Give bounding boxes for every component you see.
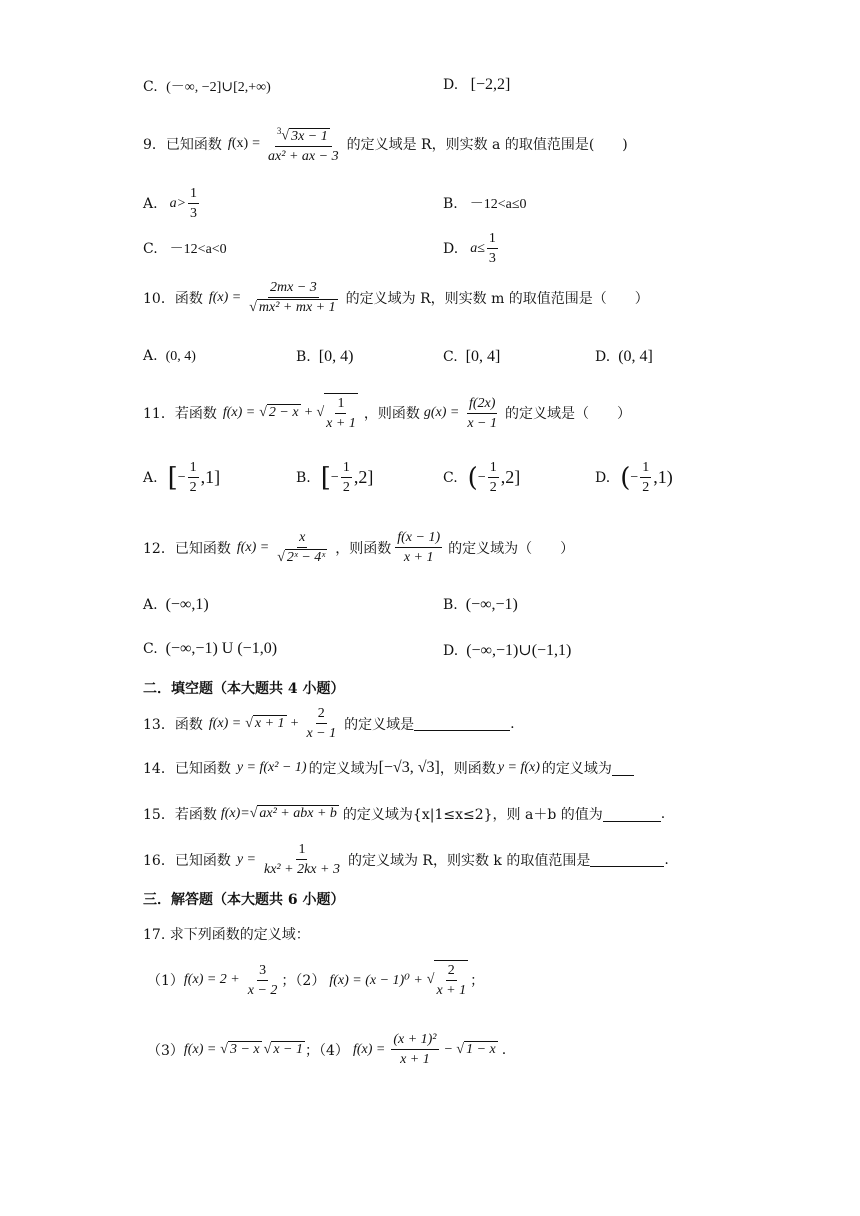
q10-option-d: D. (0, 4]	[595, 348, 653, 365]
section-fill-in-blank-heading: 二．填空题（本大题共 4 小题）	[143, 681, 345, 697]
question-13: 13．函数 f(x) = √ x + 1 + $\frac{2}{x - 1}$ 的定义域是 .	[143, 706, 515, 741]
q11-option-a: A. [ − $\frac{1}{2}$ ,1]	[143, 460, 221, 495]
q9-option-b: B. －12<a≤0	[443, 196, 527, 212]
question-11: 11．若函数 f(x) = √ 2 − x + √ $\frac{1}{x + 1}$ ，则函数 g(x) = $\frac{f(2x)}{x - 1}$ 的定义域是（ ）	[143, 393, 631, 433]
question-15: 15．若函数 f(x)= √ ax² + abx + b 的定义域为{x|1≤x≤2}，则 a＋b 的值为 .	[143, 806, 666, 823]
section-solution-heading: 三．解答题（本大题共 6 小题）	[143, 892, 345, 908]
q9-fraction: $\frac{^3√ 3x - 1}{\text{ax² + ax − 3}}$	[266, 122, 341, 166]
question-10: 10．函数 f(x) = $\frac{2mx - 3}{\text{√ mx² + mx + 1}}$ 的定义域为 R，则实数 m 的取值范围是（ ）	[143, 280, 649, 315]
question-14: 14．已知函数 y = f(x² − 1) 的定义域为 [−√3, √3] ，则函数 y = f(x) 的定义域为	[143, 758, 634, 778]
q14-answer-blank[interactable]	[612, 761, 634, 776]
q12-option-a: A. (−∞,1)	[143, 596, 209, 613]
q17-parts-1-2: （1） f(x) = 2 + $\frac{3}{x - 2}$ ；（2） f(x) = (x − 1)⁰ + √ $\frac{2}{x + 1}$ ；	[147, 960, 484, 1000]
q9-option-a: A. a> $\frac{1}{3}$	[143, 186, 198, 221]
q8-option-c: C. (－∞, −2]∪[2,+∞)	[143, 79, 271, 95]
q13-answer-blank[interactable]	[414, 716, 510, 731]
question-9: 9．已知函数 f (x) = $\frac{^3√ 3x - 1}{\text{ax² + ax − 3}}$ 的定义域是 R，则实数 a 的取值范围是( )	[143, 122, 628, 166]
q10-option-c: C. [0, 4]	[443, 348, 501, 365]
q10-option-a: A. (0, 4)	[143, 348, 196, 364]
q8-option-d: D. [−2,2]	[443, 76, 511, 93]
q10-option-b: B. [0, 4)	[296, 348, 354, 365]
q11-option-b: B. [ − $\frac{1}{2}$ ,2]	[296, 460, 374, 495]
q12-option-b: B. (−∞,−1)	[443, 596, 518, 613]
q11-option-d: D. ( − $\frac{1}{2}$ ,1)	[595, 460, 673, 495]
q17-parts-3-4: （3） f(x) = √ 3 − x √ x − 1 ；（4） f(x) = $\frac{\text{(x + 1)²}}{x + 1}$ − √ 1 − x .	[147, 1032, 507, 1067]
q16-answer-blank[interactable]	[590, 852, 664, 867]
q12-option-c: C. (−∞,−1) U (−1,0)	[143, 640, 278, 657]
question-16: 16．已知函数 y = $\frac{1}{\text{kx² + 2kx + 3}}$ 的定义域为 R，则实数 k 的取值范围是 .	[143, 842, 669, 877]
question-12: 12．已知函数 f(x) = $\frac{x}{\text{√ 2ˣ − 4ˣ}}$ ，则函数 $\frac{f(x - 1)}{x + 1}$ 的定义域为（ ）	[143, 530, 575, 565]
q12-option-d: D. (−∞,−1)∪(−1,1)	[443, 642, 572, 659]
question-17-title: 17. 求下列函数的定义域：	[143, 927, 310, 943]
q9-option-c: C. －12<a<0	[143, 241, 227, 257]
q9-option-d: D. a≤ $\frac{1}{3}$	[443, 231, 496, 266]
q15-answer-blank[interactable]	[603, 807, 661, 822]
q11-option-c: C. ( − $\frac{1}{2}$ ,2]	[443, 460, 521, 495]
